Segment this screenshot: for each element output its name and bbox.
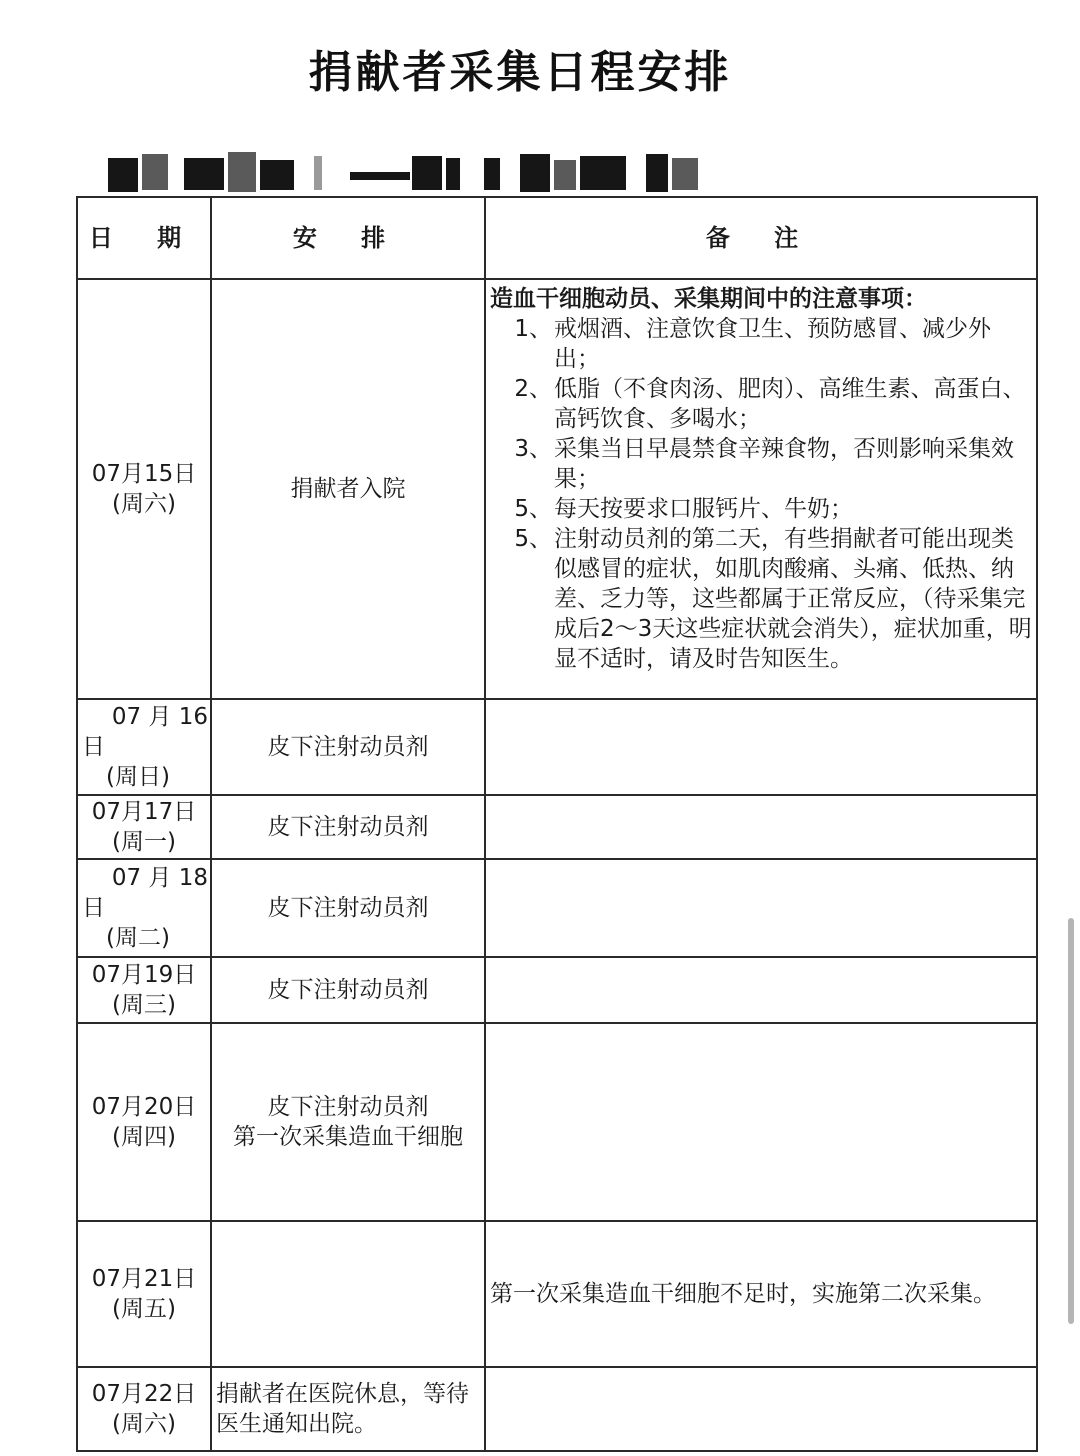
notes-item [490, 434, 1032, 494]
date-text: 07月15日 [91, 461, 197, 487]
schedule-table [76, 196, 1038, 1452]
table-row [77, 1221, 1037, 1367]
date-cell [77, 859, 211, 957]
header-date: 日 期 [77, 197, 211, 279]
weekday-text: (周三) [112, 992, 176, 1018]
arrangement-cell: 皮下注射动员剂 [211, 699, 485, 795]
notes-item-text: 戒烟酒、注意饮食卫生、预防感冒、减少外出； [554, 316, 991, 372]
table-row [77, 1367, 1037, 1451]
header-remarks: 备 注 [485, 197, 1037, 279]
remarks-cell [485, 699, 1037, 795]
weekday-text: (周六) [112, 491, 176, 517]
weekday-text: (周一) [112, 829, 176, 855]
arrangement-cell: 捐献者在医院休息，等待医生通知出院。 [211, 1367, 485, 1451]
date-cell [77, 1023, 211, 1221]
weekday-text: (周五) [112, 1296, 176, 1322]
notes-item-number: 1、 [514, 316, 552, 342]
remarks-cell [485, 957, 1037, 1023]
date-text-wrap: 日 [82, 734, 105, 760]
remarks-cell [485, 859, 1037, 957]
remarks-cell [485, 1023, 1037, 1221]
notes-item-number: 5、 [514, 526, 552, 552]
remarks-cell [485, 1367, 1037, 1451]
date-text: 07月21日 [91, 1266, 197, 1292]
arrangement-cell: 皮下注射动员剂 [211, 957, 485, 1023]
date-text: 07 月 16 [111, 704, 208, 730]
notes-item-number: 2、 [514, 376, 552, 402]
date-cell [77, 795, 211, 859]
date-text-wrap: 日 [82, 895, 105, 921]
table-row [77, 279, 1037, 699]
date-cell [77, 1367, 211, 1451]
table-header-row [77, 197, 1037, 279]
date-text: 07月19日 [91, 962, 197, 988]
date-text: 07月20日 [91, 1094, 197, 1120]
notes-item [490, 524, 1032, 674]
weekday-text: (周四) [112, 1124, 176, 1150]
date-cell [77, 1221, 211, 1367]
arrangement-cell [211, 1221, 485, 1367]
notes-item-text: 注射动员剂的第二天，有些捐献者可能出现类似感冒的症状，如肌肉酸痛、头痛、低热、纳差、乏力等，这些都属于正常反应，（待采集完成后2～3天这些症状就会消失），症状加重，明显不适时，请及时告知医生。 [554, 526, 1032, 672]
date-text: 07月22日 [91, 1381, 197, 1407]
notes-item-text: 采集当日早晨禁食辛辣食物，否则影响采集效果； [554, 436, 1014, 492]
table-row [77, 957, 1037, 1023]
weekday-text: (周日) [106, 764, 170, 790]
remarks-cell [485, 795, 1037, 859]
table-row [77, 795, 1037, 859]
table-row [77, 699, 1037, 795]
date-cell [77, 699, 211, 795]
date-cell [77, 957, 211, 1023]
table-row [77, 1023, 1037, 1221]
weekday-text: (周六) [112, 1411, 176, 1437]
notes-item [490, 314, 1032, 374]
notes-list [490, 314, 1032, 674]
date-cell [77, 279, 211, 699]
header-arrangement: 安 排 [211, 197, 485, 279]
arrangement-cell: 皮下注射动员剂 [211, 795, 485, 859]
remarks-cell: 第一次采集造血干细胞不足时，实施第二次采集。 [485, 1221, 1037, 1367]
date-text: 07 月 18 [111, 865, 208, 891]
notes-item [490, 374, 1032, 434]
redacted-subtitle [100, 148, 710, 196]
remarks-cell [485, 279, 1037, 699]
weekday-text: (周二) [106, 925, 170, 951]
notes-item [490, 494, 1032, 524]
notes-item-number: 5、 [514, 496, 552, 522]
arrangement-cell: 皮下注射动员剂 [211, 859, 485, 957]
arrangement-line: 皮下注射动员剂 [267, 1094, 429, 1120]
date-text: 07月17日 [91, 799, 197, 825]
notes-item-text: 每天按要求口服钙片、牛奶； [554, 496, 853, 522]
notes-item-number: 3、 [514, 436, 552, 462]
vertical-scrollbar[interactable] [1068, 918, 1074, 1324]
notes-item-text: 低脂（不食肉汤、肥肉）、高维生素、高蛋白、高钙饮食、多喝水； [554, 376, 1026, 432]
table-row [77, 859, 1037, 957]
arrangement-line: 第一次采集造血干细胞 [233, 1124, 463, 1150]
page-title: 捐献者采集日程安排 [308, 47, 732, 98]
arrangement-cell [211, 1023, 485, 1221]
notes-heading: 造血干细胞动员、采集期间中的注意事项： [490, 286, 927, 312]
arrangement-cell: 捐献者入院 [211, 279, 485, 699]
